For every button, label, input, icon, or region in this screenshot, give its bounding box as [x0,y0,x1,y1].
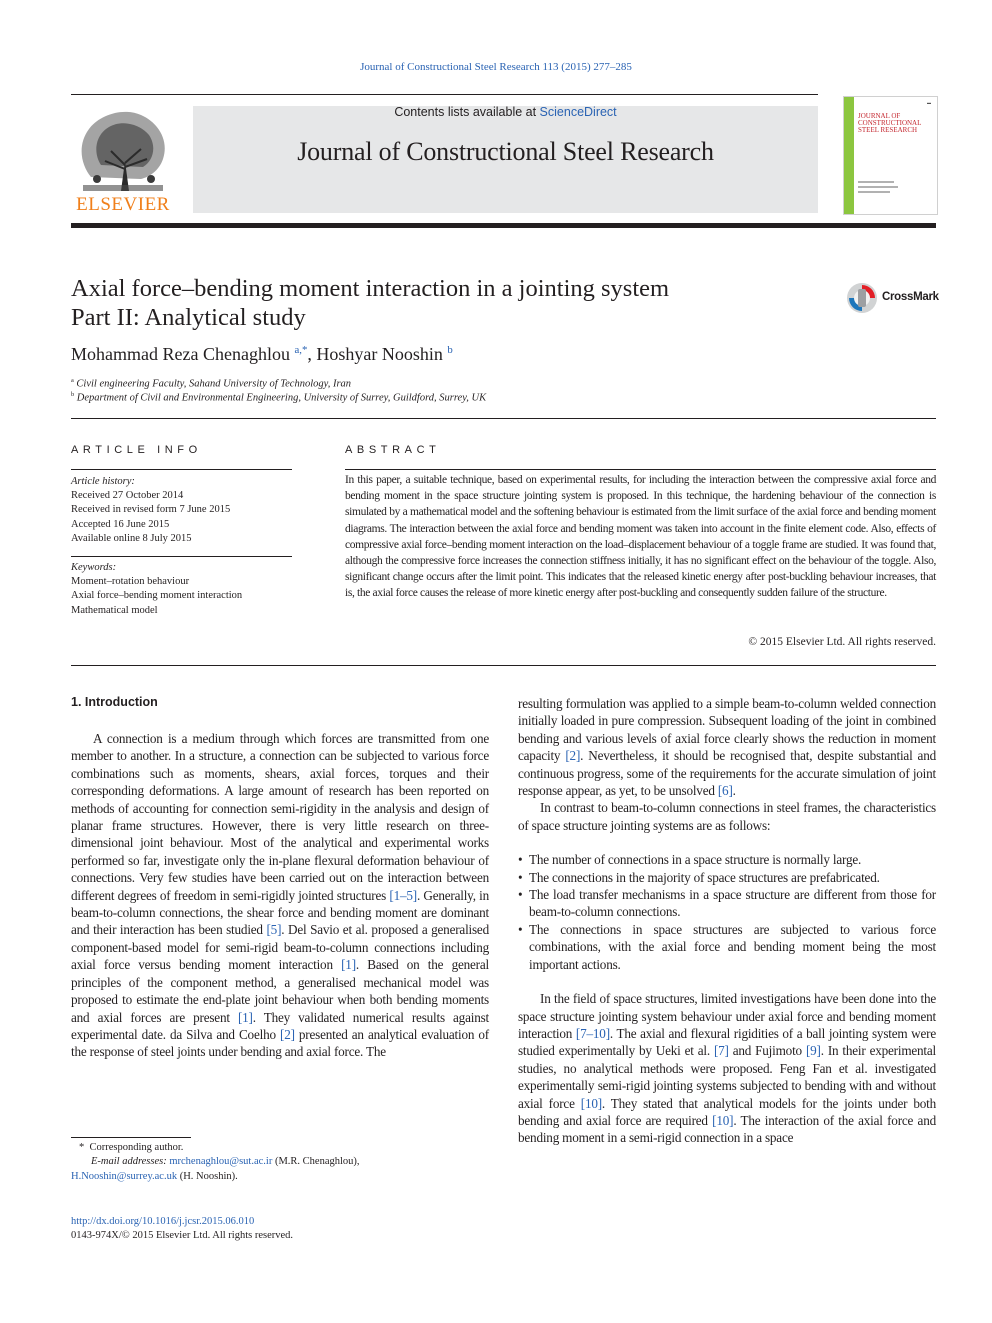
journal-title: Journal of Constructional Steel Research [297,137,714,166]
paragraph [518,695,936,799]
sciencedirect-link[interactable]: ScienceDirect [539,105,617,119]
list-item-text: The connections in the majority of space structures are prefabricated. [529,869,880,885]
article-title-line-1: Axial force–bending moment interaction in a jointing system [71,275,670,302]
affiliation-mark: a [71,377,74,384]
citation-link[interactable]: [7–10] [575,1025,610,1041]
citation-link[interactable]: [10] [580,1095,602,1111]
affiliation-text: Civil engineering Faculty, Sahand University of Technology, Iran [76,378,352,390]
journal-citation-link[interactable]: Journal of Constructional Steel Research 113 (2015) 277–285 [360,61,632,73]
email-owner: (M.R. Chenaghlou), [272,1156,360,1168]
citation-link[interactable]: [7] [713,1043,729,1059]
corresponding-author-label: Corresponding author. [89,1142,184,1153]
crossmark-label: CrossMark [882,291,939,303]
citation-link[interactable]: [2] [280,1026,295,1042]
keyword-item: Axial force–bending moment interaction [71,590,243,602]
history-item: Received in revised form 7 June 2015 [71,504,231,516]
list-item-text: The load transfer mechanisms in a space structure are different from those for beam-to-column connections. [529,887,936,920]
footnote [71,1141,489,1184]
affiliation [71,391,486,404]
paragraph-text: . Del Savio et al. proposed a generalised component-based model for semi-rigid beam-to-column connections including axial force versus bending moment interaction [71,922,489,973]
bullet-icon: • [518,869,523,885]
list-item-text: The connections in space structures are subjected to various force combinations, with the axial force and bending moment being the most important actions. [529,921,936,972]
author-name: Mohammad Reza Chenaghlou [71,344,290,364]
author-affiliation-mark[interactable]: a,* [294,344,308,356]
cover-text-line [858,181,894,183]
email-line [71,1170,489,1184]
citation-link[interactable]: [10] [712,1112,734,1128]
divider [71,556,292,557]
divider [71,469,292,470]
elsevier-wordmark: ELSEVIER [76,194,170,215]
footnote-rule [71,1137,191,1138]
paragraph [518,990,936,1147]
keyword-item: Mathematical model [71,604,158,616]
cover-code: ▬ [927,100,931,105]
paragraph-text: . The interaction of the axial force and bending moment in a semi-rigid connection in a space [518,1112,936,1146]
history-label: Article history: [71,476,135,487]
keywords [71,561,301,618]
author-separator: , [307,344,317,364]
cover-text-line [858,186,898,188]
paragraph-text: presented an analytical evaluation of the response of steel joints under bending and axial force. The [71,1026,489,1060]
affiliation-text: Department of Civil and Environmental Engineering, University of Surrey, Guildford, Surrey, UK [76,392,487,404]
cover-text-line [858,191,890,193]
issn-copyright: 0143-974X/© 2015 Elsevier Ltd. All rights reserved. [71,1230,294,1242]
paragraph-text: . Generally, in beam-to-column connections, the shear force and bending moment are dominant and their interaction has been studied [71,887,489,938]
email-link[interactable]: H.Nooshin@surrey.ac.uk [71,1170,178,1182]
citation-link[interactable]: [9] [805,1043,821,1059]
divider [71,665,936,666]
crossmark-icon [846,282,878,314]
bullet-icon: • [518,921,523,937]
bullet-icon: • [518,852,523,868]
paragraph-text: A connection is a medium through which forces are transmitted from one member to another. In a structure, a connection can be subjected to various force combinations such as moments, shears, axial forces, torques and their corresponding deformations. A large amount of research has been reported on methods of accounting for connection semi-rigidity in the analysis and design of planar frame structures. However, there is very little research on three-dimensional joint behaviour. Most of the analytical and experimental works performed so far, investigate only the in-plane flexural deformation behaviour of connections. Very few studies have been carried out on the interaction between different degrees of freedom in semi-rigidly jointed structures [71,731,489,903]
cover-title: JOURNAL OF CONSTRUCTIONAL STEEL RESEARCH [858,112,922,134]
history-item: Received 27 October 2014 [71,490,184,502]
author-affiliation-mark[interactable]: b [447,344,453,356]
header-thick-rule [71,223,936,228]
citation-link[interactable]: [5] [266,922,282,938]
paragraph [71,730,489,1061]
author-name: Hoshyar Nooshin [316,344,443,364]
paragraph-text: . The axial and flexural rigidities of a ball jointing system were studied experimentally by Ueki et al. [518,1025,936,1059]
body-column-right [518,695,936,1147]
spacer [518,834,936,851]
divider [71,418,936,419]
history-item: Accepted 16 June 2015 [71,518,170,530]
paragraph-text: resulting formulation was applied to a simple beam-to-column welded connection initially loaded in pure compression. Subsequent loading of the joint in combined bending and various levels of axial force clearly shows the reduction in moment capacity [518,696,936,764]
abstract-text: In this paper, a suitable technique, based on experimental results, for including the interaction between the compressive axial force and bending moment in the space structure jointing system is proposed. In this technique, the hardening behaviour of the connection is simulated by a mathematical model and the softening behaviour is estimated from the limit surface of the axial force and bending moment diagrams. The interaction between the axial force and bending moment was taken into account in the finite element code. Also, effects of compressive axial force–bending moment interaction on the load–displacement behaviour of a toggle frame are studied. It was found that, although the compressive force increases the connection stiffness initially, it has no significant effect on the behaviour of the toggle. Also, significant change occurs after the limit point. This indicates that the released kinetic energy after post-buckling behaviour increases, that is, the axial force causes the release of more kinetic energy after post-buckling and consequently sudden failure of the structure. [345,474,936,600]
citation-link[interactable]: [1] [237,1009,253,1025]
article-title-line-2: Part II: Analytical study [71,304,306,331]
citation-link[interactable]: [6] [717,783,733,799]
article-history [71,475,301,546]
paragraph-text: . They validated numerical results against experimental date. da Silva and Coelho [71,1009,489,1042]
bullet-icon: • [518,887,523,903]
bullet-list [518,851,936,973]
affiliation [71,377,351,390]
email-label: E-mail addresses: [91,1156,167,1168]
body-column-left [71,730,489,1061]
abstract-heading: ABSTRACT [345,444,441,456]
keyword-item: Moment–rotation behaviour [71,576,190,588]
abstract-copyright: © 2015 Elsevier Ltd. All rights reserved. [748,636,936,648]
paragraph-text: . [732,783,736,799]
section-heading-introduction: 1. Introduction [71,695,158,709]
list-item [518,869,936,886]
paragraph-text: . Nevertheless, it should be recognised that, despite substantial and continuous progress, some of the requirements for the accurate simulation of joint response appear, as yet, to be unsolved [518,748,936,799]
doi-link[interactable]: http://dx.doi.org/10.1016/j.jcsr.2015.06.010 [71,1216,255,1227]
email-owner: (H. Nooshin). [177,1170,238,1182]
contents-prefix: Contents lists available at [394,105,540,119]
paragraph-text: . In their experimental studies, no analytical methods were proposed. Feng Fan et al. investigated experimentally semi-rigid jointing systems subjected to bending with and without axial force [518,1043,937,1111]
paragraph-text: . Based on the general principles of the component method, a generalised mechanical model was proposed to estimate the end-plate joint behaviour when both bending moments and axial forces are present [71,957,489,1025]
author-list [71,344,453,365]
email-link[interactable]: mrchenaghlou@sut.ac.ir [169,1156,273,1168]
paragraph-text: and Fujimoto [728,1043,806,1059]
doi-block [71,1215,293,1244]
list-item [518,921,936,973]
article-title [71,274,771,332]
footnote-star: * [79,1142,85,1153]
paragraph-text: In the field of space structures, limited investigations have been done into the space structure jointing system behaviour under axial force and bending moment interaction [518,991,936,1041]
contents-available-line [193,105,818,119]
header-top-rule [71,94,818,95]
divider [345,469,936,470]
list-item [518,851,936,868]
corresponding-author-note [71,1141,489,1155]
history-item: Available online 8 July 2015 [71,532,192,544]
crossmark-button[interactable] [846,282,942,314]
paragraph-text: . They stated that analytical models for the joints under both bending and axial force are required [518,1095,936,1128]
citation-link[interactable]: [2] [565,748,581,764]
spacer [518,973,936,990]
cover-stripe [844,97,854,214]
citation-link[interactable]: [1] [341,957,356,973]
email-line [71,1155,489,1169]
list-item-text: The number of connections in a space structure is normally large. [529,852,862,868]
paragraph: In contrast to beam-to-column connections in steel frames, the characteristics of space structure jointing systems are as follows: [518,800,936,833]
citation-link[interactable]: [1–5] [389,887,417,903]
affiliation-mark: b [71,391,75,398]
journal-cover-thumbnail[interactable] [843,96,938,215]
article-info-heading: ARTICLE INFO [71,444,202,456]
keywords-label: Keywords: [71,562,117,573]
list-item [518,886,936,921]
